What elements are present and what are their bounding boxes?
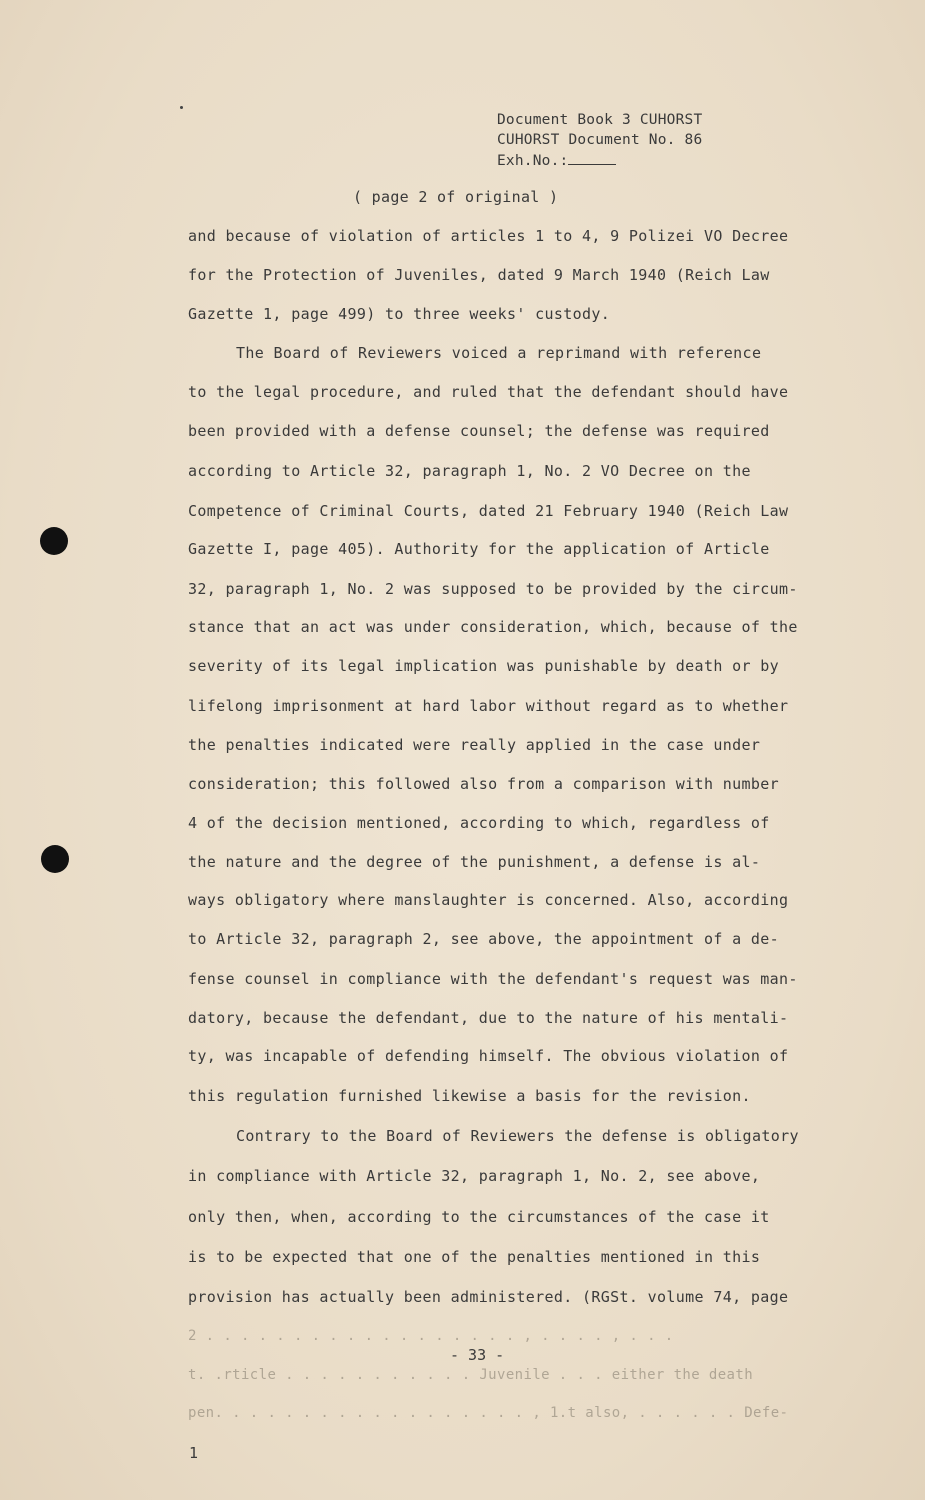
text-line: datory, because the defendant, due to the nature of his mentali- xyxy=(188,1009,789,1027)
text-line: been provided with a defense counsel; the defense was required xyxy=(188,422,770,440)
text-line: lifelong imprisonment at hard labor without regard as to whether xyxy=(188,697,789,715)
text-line: the nature and the degree of the punishment, a defense is al- xyxy=(188,853,761,871)
exhibit-number-blank xyxy=(568,150,616,165)
punch-hole-top xyxy=(40,527,68,555)
text-line: to the legal procedure, and ruled that the defendant should have xyxy=(188,383,789,401)
text-line: and because of violation of articles 1 to 4, 9 Polizei VO Decree xyxy=(188,227,789,245)
text-line: only then, when, according to the circumstances of the case it xyxy=(188,1208,770,1226)
exhibit-number-label: Exh.No.: xyxy=(497,153,569,169)
text-line: this regulation furnished likewise a basis for the revision. xyxy=(188,1087,751,1105)
text-line: to Article 32, paragraph 2, see above, the appointment of a de- xyxy=(188,930,779,948)
text-line: 4 of the decision mentioned, according to which, regardless of xyxy=(188,814,770,832)
text-line: stance that an act was under consideration, which, because of the xyxy=(188,618,798,636)
text-line: The Board of Reviewers voiced a reprimand with reference xyxy=(236,344,762,362)
text-line: Competence of Criminal Courts, dated 21 February 1940 (Reich Law xyxy=(188,502,789,520)
document-header xyxy=(497,110,702,171)
text-line: provision has actually been administered. (RGSt. volume 74, page xyxy=(188,1288,789,1306)
document-number-line: CUHORST Document No. 86 xyxy=(497,132,703,148)
text-line: consideration; this followed also from a comparison with number xyxy=(188,775,779,793)
page-number: - 33 - xyxy=(450,1346,505,1364)
faded-text-line: 2 . . . . . . . . . . . . . . . . . . , . . . . , . . . xyxy=(188,1328,674,1344)
text-line: ty, was incapable of defending himself. The obvious violation of xyxy=(188,1047,789,1065)
text-line: fense counsel in compliance with the defendant's request was man- xyxy=(188,970,798,988)
document-book-line: Document Book 3 CUHORST xyxy=(497,112,703,128)
text-line: severity of its legal implication was punishable by death or by xyxy=(188,657,779,675)
text-line: Gazette I, page 405). Authority for the application of Article xyxy=(188,540,770,558)
text-line: Gazette 1, page 499) to three weeks' custody. xyxy=(188,305,611,323)
text-line: 32, paragraph 1, No. 2 was supposed to be provided by the circum- xyxy=(188,580,798,598)
text-line: the penalties indicated were really applied in the case under xyxy=(188,736,761,754)
exhibit-number-line xyxy=(497,150,702,171)
text-line: according to Article 32, paragraph 1, No. 2 VO Decree on the xyxy=(188,462,751,480)
text-line: ways obligatory where manslaughter is concerned. Also, according xyxy=(188,891,789,909)
page-of-original-note: ( page 2 of original ) xyxy=(353,188,559,206)
ink-speck xyxy=(180,106,183,109)
faded-text-line: pen. . . . . . . . . . . . . . . . . . , 1.t also, . . . . . . Defe- xyxy=(188,1405,789,1421)
text-line: is to be expected that one of the penalties mentioned in this xyxy=(188,1248,761,1266)
faded-text-line: t. .rticle . . . . . . . . . . . Juvenile . . . either the death xyxy=(188,1367,754,1383)
text-line: Contrary to the Board of Reviewers the defense is obligatory xyxy=(236,1127,799,1145)
text-line: in compliance with Article 32, paragraph 1, No. 2, see above, xyxy=(188,1167,761,1185)
text-line: for the Protection of Juveniles, dated 9 March 1940 (Reich Law xyxy=(188,266,770,284)
footer-mark: 1 xyxy=(189,1444,199,1462)
punch-hole-bottom xyxy=(41,845,69,873)
